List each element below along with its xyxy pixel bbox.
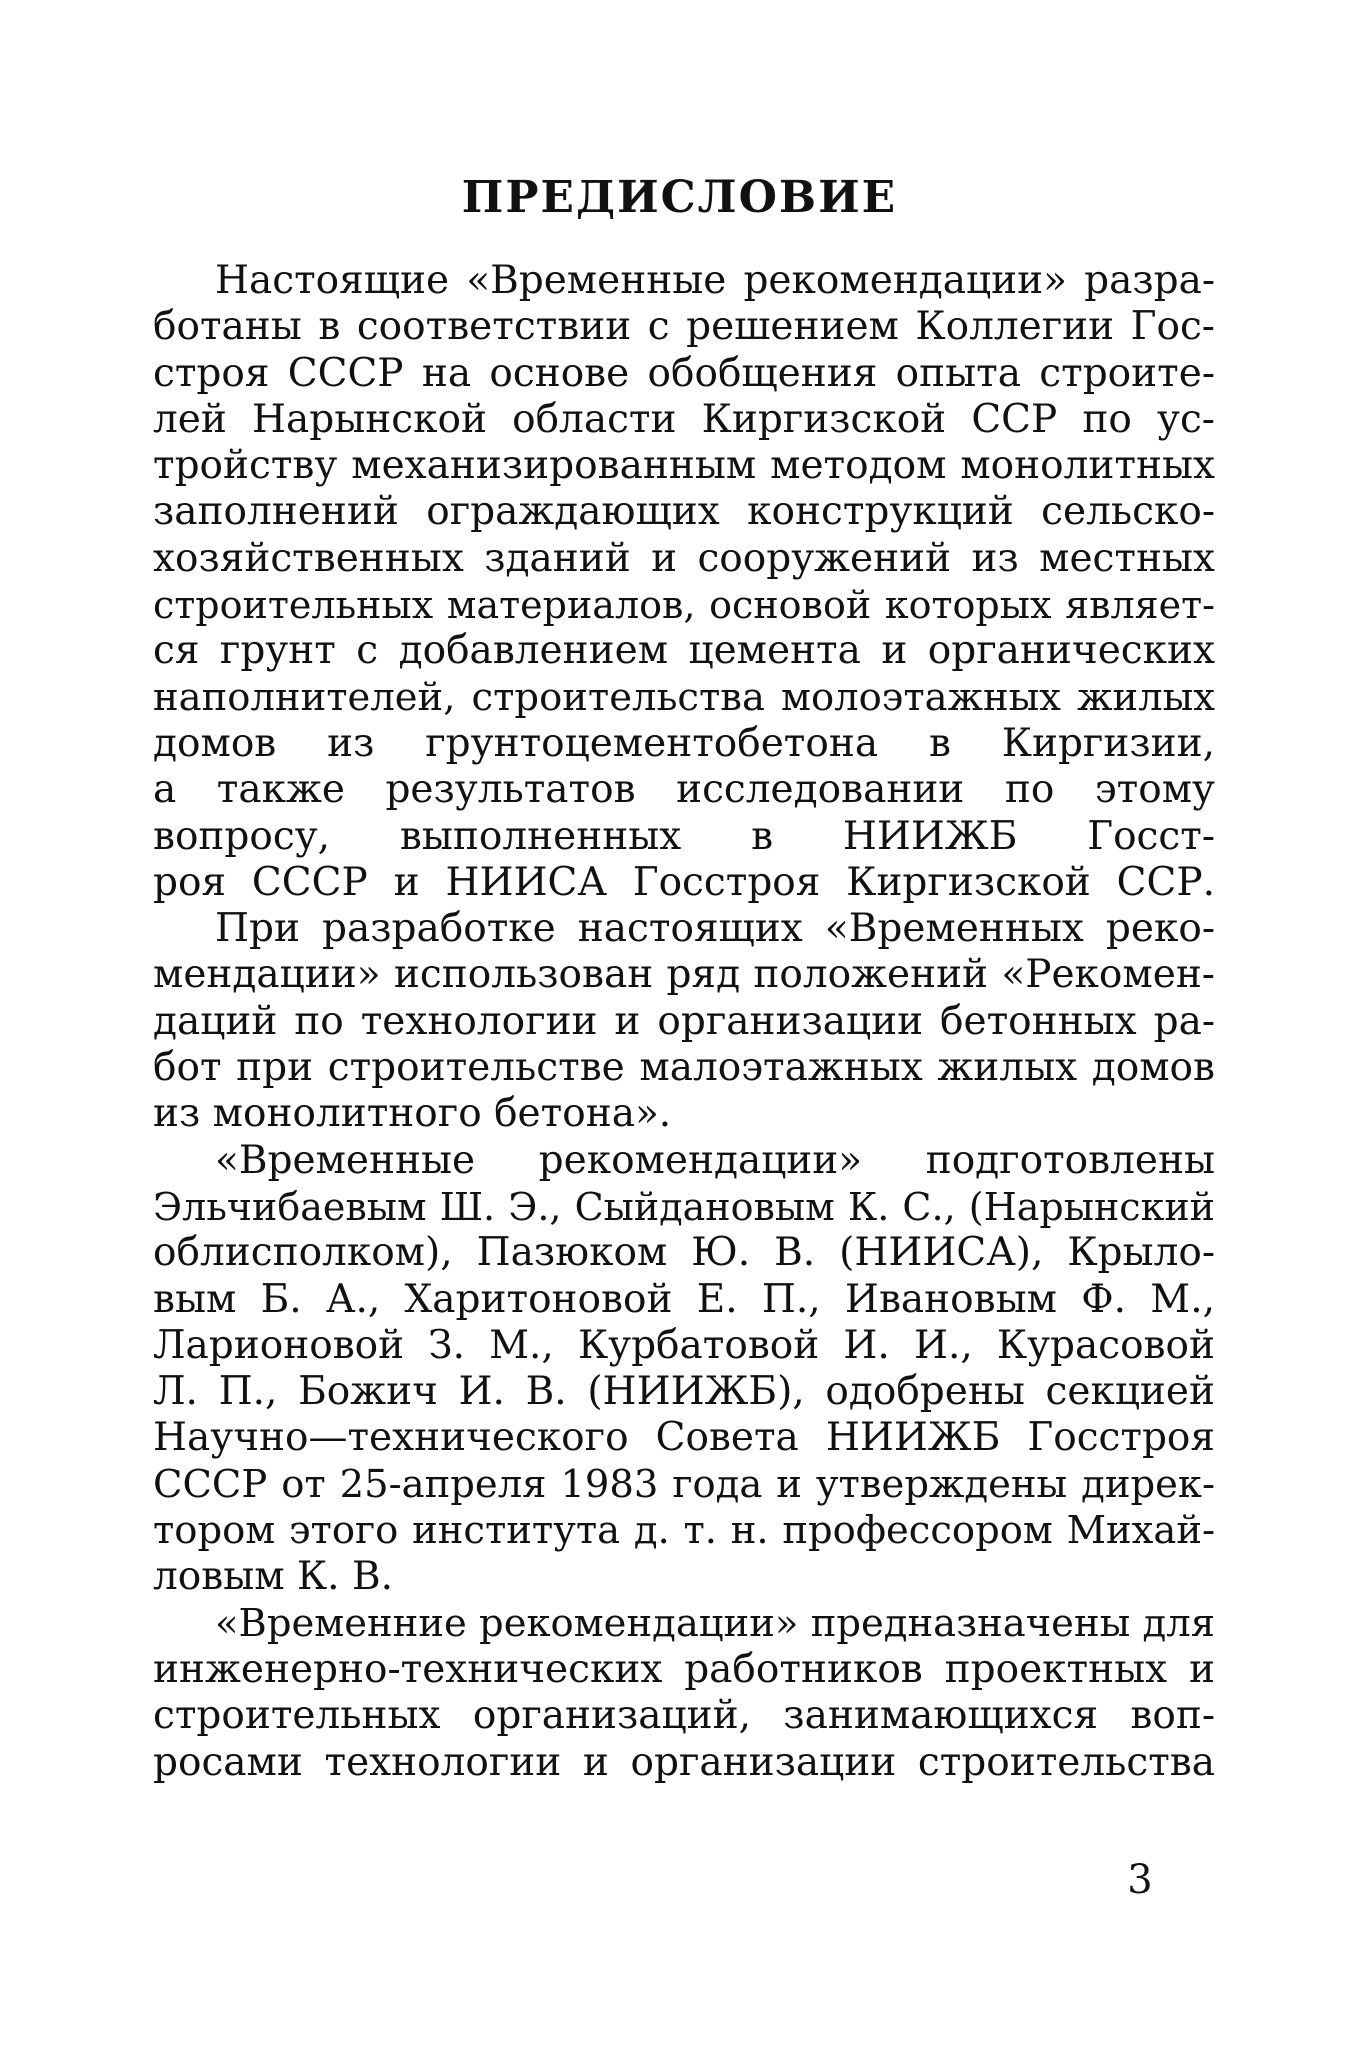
text-line: При разработке настоящих «Временных реко- xyxy=(215,906,1215,952)
text-line: хозяйственных зданий и сооружений из местных xyxy=(153,535,1215,581)
page-number: 3 xyxy=(1127,1857,1153,1903)
text-line: тором этого института д. т. н. профессором Михай- xyxy=(153,1508,1215,1554)
paragraph xyxy=(153,1138,1215,1601)
text-line: СССР от 25-апреля 1983 года и утверждены дирек- xyxy=(153,1461,1215,1507)
text-line: мендации» использован ряд положений «Рекомен- xyxy=(153,952,1215,998)
text-line: облисполком), Пазюком Ю. В. (НИИСА), Крыло- xyxy=(153,1230,1215,1276)
text-line: даций по технологии и организации бетонных ра- xyxy=(153,998,1215,1044)
page-title: ПРЕДИСЛОВИЕ xyxy=(461,172,898,223)
text-line: из монолитного бетона». xyxy=(153,1091,672,1137)
text-line: вым Б. А., Харитоновой Е. П., Ивановым Ф. М., xyxy=(153,1276,1215,1322)
text-line: «Временные рекомендации» подготовлены xyxy=(215,1137,1215,1183)
paragraph xyxy=(153,906,1215,1137)
text-line: наполнителей, строительства молоэтажных жилых xyxy=(153,674,1215,720)
text-line: Эльчибаевым Ш. Э., Сыйдановым К. С., (Нарынский xyxy=(153,1184,1215,1229)
text-line: заполнений ограждающих конструкций сельско- xyxy=(153,489,1215,535)
text-line: ловым К. В. xyxy=(153,1554,394,1600)
text-line: Ларионовой З. М., Курбатовой И. И., Курасовой xyxy=(153,1322,1215,1368)
text-line: домов из грунтоцементобетона в Киргизии, xyxy=(153,720,1215,766)
text-line: Научно—технического Совета НИИЖБ Госстроя xyxy=(153,1415,1215,1461)
text-line: строительных организаций, занимающихся воп- xyxy=(153,1693,1215,1739)
text-line: ся грунт с добавлением цемента и органических xyxy=(153,628,1215,674)
text-line: вопросу, выполненных в НИИЖБ Госст- xyxy=(153,813,1215,859)
text-line: тройству механизированным методом монолитных xyxy=(153,443,1215,489)
text-line: Л. П., Божич И. В. (НИИЖБ), одобрены секцией xyxy=(153,1369,1215,1415)
text-line: а также результатов исследовании по этому xyxy=(153,767,1215,813)
text-line: бот при строительстве малоэтажных жилых домов xyxy=(153,1045,1215,1091)
paragraph xyxy=(153,258,1215,906)
text-line: ботаны в соответствии с решением Коллегии Гос- xyxy=(153,304,1215,350)
text-line: Настоящие «Временные рекомендации» разра- xyxy=(215,258,1215,303)
text-line: строя СССР на основе обобщения опыта строите- xyxy=(153,350,1215,396)
paragraph xyxy=(153,1601,1215,1786)
text-line: лей Нарынской области Киргизской ССР по ус- xyxy=(153,396,1215,442)
text-line: инженерно-технических работников проектных и xyxy=(153,1646,1215,1692)
text-line: роя СССР и НИИСА Госстроя Киргизской ССР. xyxy=(153,859,1215,905)
body-text xyxy=(153,258,1215,1786)
text-line: строительных материалов, основой которых являет- xyxy=(153,583,1215,628)
text-line: «Временние рекомендации» предназначены для xyxy=(215,1600,1215,1646)
text-line: росами технологии и организации строительства xyxy=(153,1739,1215,1785)
